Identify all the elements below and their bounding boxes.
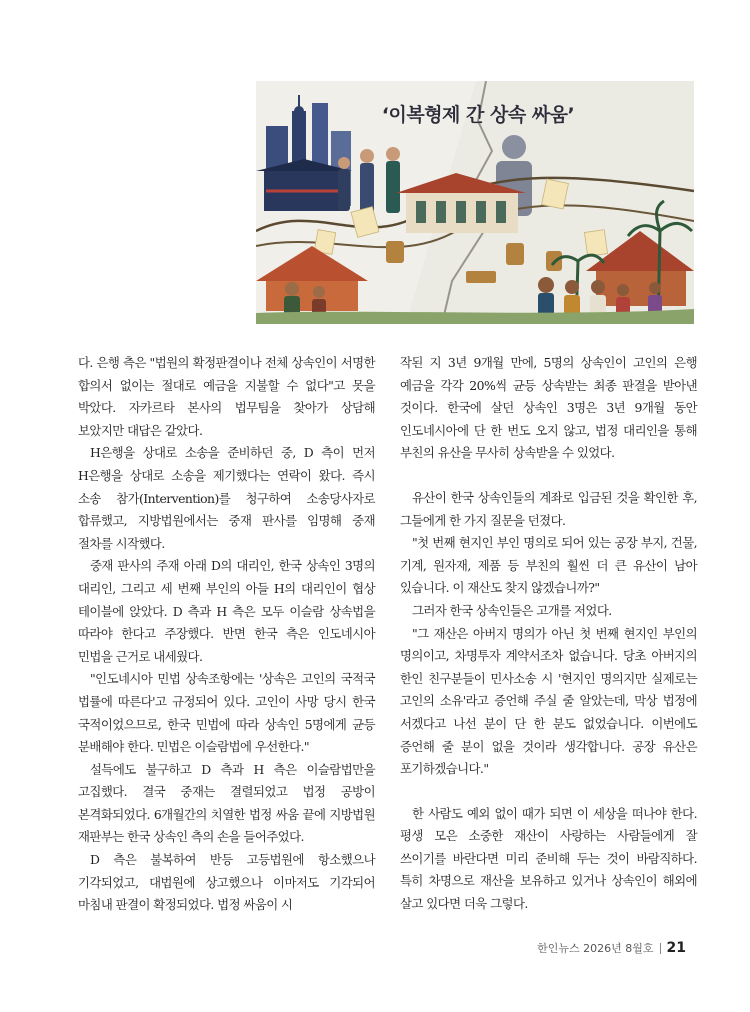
footer-divider xyxy=(660,943,661,954)
quote-paragraph: "첫 번째 현지인 부인 명의로 되어 있는 공장 부지, 건물, 기계, 원자재, 제품 등 부친의 훨씬 더 큰 유산이 남아 있습니다. 이 재산도 찾지 않겠습니까?" xyxy=(400,535,697,596)
right-column xyxy=(400,352,697,916)
publication-name: 한인뉴스 2026년 8월호 xyxy=(537,942,654,955)
paragraph: D 측은 불복하여 반등 고등법원에 항소했으나 기각되었고, 대법원에 상고했으나 이마저도 기각되어 마침내 판결이 확정되었다. 법정 싸움이 시 xyxy=(78,852,375,913)
paragraph: 한 사람도 예외 없이 때가 되면 이 세상을 떠나야 한다. 평생 모은 소중한 재산이 사랑하는 사람들에게 잘 쓰이기를 바란다면 미리 준비해 두는 것이 바람직하다. 특히 차명으로 재산을 보유하고 있거나 상속인이 해외에 살고 있다면 더욱 그렇다. xyxy=(400,805,697,912)
paragraph: 다. 은행 측은 "법원의 확정판결이나 전체 상속인이 서명한 합의서 없이는 절대로 예금을 지불할 수 없다"고 못을 박았다. 자카르타 본사의 법무팀을 찾아가 상담해 보았지만 대답은 같았다. xyxy=(78,355,375,438)
paragraph: 작된 지 3년 9개월 만에, 5명의 상속인이 고인의 은행 예금을 각각 20%씩 균등 상속받는 최종 판결을 받아낸 것이다. 한국에 살던 상속인 3명은 3년 9개월 동안 인도네시아에 단 한 번도 오지 않고, 법정 대리인을 통해 부친의 유산을 무사히 상속받을 수 있었다. xyxy=(400,355,697,461)
paragraph: 설득에도 불구하고 D 측과 H 측은 이슬람법만을 고집했다. 결국 중재는 결렬되었고 법정 공방이 본격화되었다. 6개월간의 치열한 법정 싸움 끝에 지방법원 재판부는 한국 상속인 측의 손을 들어주었다. xyxy=(78,761,375,845)
quote-paragraph: "그 재산은 아버지 명의가 아닌 첫 번째 현지인 부인의 명의이고, 차명투자 계약서조차 없습니다. 당초 아버지의 한인 친구분들이 민사소송 시 '현지인 명의지만 실제로는 고인의 소유'라고 증언해 주실 줄 알았는데, 막상 법정에 서겠다고 나선 분이 단 한 분도 없었습니다. 이번에도 증언해 줄 분이 없을 것이라 생각합니다. 공장 유산은 포기하겠습니다." xyxy=(400,625,697,777)
quote-paragraph: "인도네시아 민법 상속조항에는 '상속은 고인의 국적국 법률에 따른다'고 규정되어 있다. 고인이 사망 당시 한국 국적이었으므로, 한국 민법에 따라 상속인 5명에게 균등 분배해야 한다. 민법은 이슬람법에 우선한다." xyxy=(78,671,375,755)
paragraph: 유산이 한국 상속인들의 계좌로 입금된 것을 확인한 후, 그들에게 한 가지 질문을 던졌다. xyxy=(400,489,697,528)
paragraph: 중재 판사의 주재 아래 D의 대리인, 한국 상속인 3명의 대리인, 그리고 세 번째 부인의 아들 H의 대리인이 협상 테이블에 앉았다. D 측과 H 측은 모두 이슬람 상속법을 따라야 한다고 주장했다. 반면 한국 측은 인도네시아 민법을 근거로 내세웠다. xyxy=(78,558,375,664)
page-footer xyxy=(537,940,686,956)
page-number: 21 xyxy=(666,940,686,956)
paragraph: 그러자 한국 상속인들은 고개를 저었다. xyxy=(412,602,612,618)
left-column xyxy=(78,352,375,917)
paragraph: H은행을 상대로 소송을 준비하던 중, D 측이 먼저 H은행을 상대로 소송을 제기했다는 연락이 왔다. 즉시 소송 참가(Intervention)를 청구하여 소송당사자로 합류했고, 지방법원에서는 중재 판사를 임명해 중재 절차를 시작했다. xyxy=(78,445,375,551)
illustration-title: ‘이복형제 간 상속 싸움’ xyxy=(381,104,575,126)
